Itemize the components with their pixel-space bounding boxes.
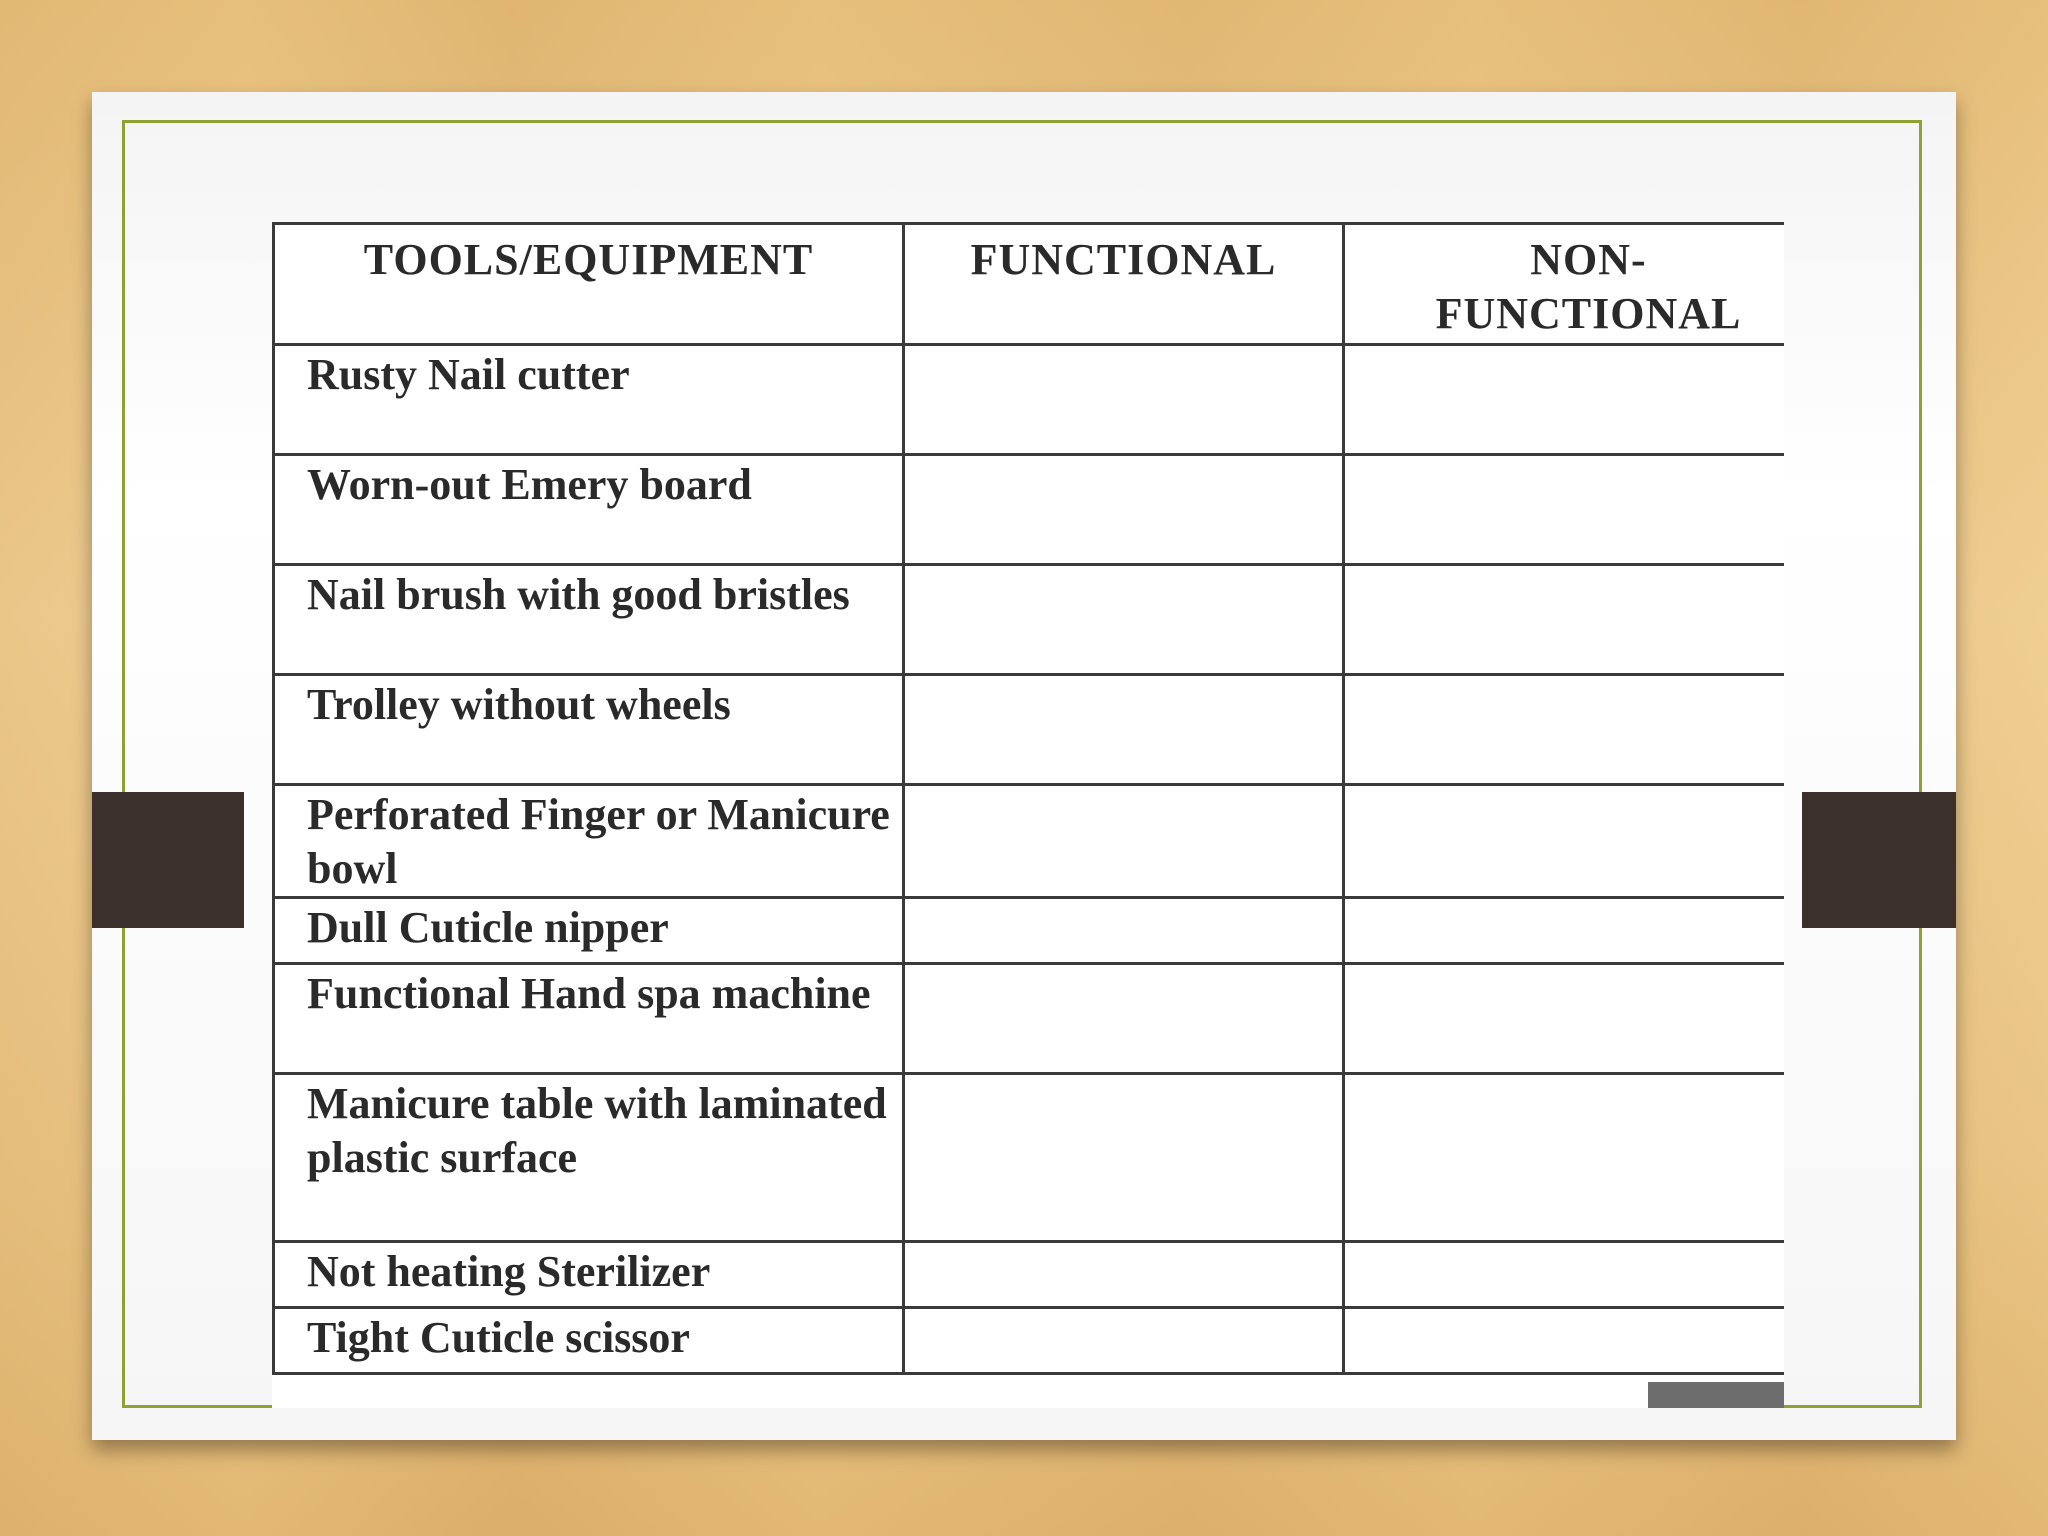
tool-name-cell: Nail brush with good bristles [274,565,904,675]
tool-name-cell: Manicure table with laminated plastic surface [274,1074,904,1242]
right-decorative-tab [1802,792,1956,928]
functional-check-cell[interactable] [904,565,1344,675]
tool-name-cell: Worn-out Emery board [274,455,904,565]
tool-name-cell: Not heating Sterilizer [274,1242,904,1308]
non-functional-check-cell[interactable] [1344,964,1785,1074]
non-functional-check-cell[interactable] [1344,1242,1785,1308]
table-row [274,1074,1785,1242]
non-functional-check-cell[interactable] [1344,898,1785,964]
tools-checklist-table [272,222,1784,1375]
tool-name-cell: Tight Cuticle scissor [274,1308,904,1374]
functional-check-cell[interactable] [904,675,1344,785]
table-row [274,565,1785,675]
functional-check-cell[interactable] [904,1074,1344,1242]
non-functional-check-cell[interactable] [1344,1074,1785,1242]
tool-name-cell: Trolley without wheels [274,675,904,785]
table-header-row [274,224,1785,345]
non-functional-check-cell[interactable] [1344,455,1785,565]
tool-name-cell: Functional Hand spa machine [274,964,904,1074]
header-functional: FUNCTIONAL [904,224,1344,345]
functional-check-cell[interactable] [904,898,1344,964]
left-decorative-tab [92,792,244,928]
tool-name-cell: Dull Cuticle nipper [274,898,904,964]
functional-check-cell[interactable] [904,1242,1344,1308]
table-row [274,675,1785,785]
table-row [274,964,1785,1074]
tools-checklist-table-container [272,222,1784,1408]
non-functional-check-cell[interactable] [1344,1308,1785,1374]
tool-name-cell: Perforated Finger or Manicure bowl [274,785,904,898]
watermark-badge [1648,1382,1784,1408]
tool-name-cell: Rusty Nail cutter [274,345,904,455]
non-functional-check-cell[interactable] [1344,345,1785,455]
functional-check-cell[interactable] [904,1308,1344,1374]
non-functional-check-cell[interactable] [1344,675,1785,785]
header-non-functional: NON- FUNCTIONAL [1344,224,1785,345]
table-row [274,1242,1785,1308]
functional-check-cell[interactable] [904,785,1344,898]
table-row [274,1308,1785,1374]
table-row [274,345,1785,455]
table-row [274,785,1785,898]
functional-check-cell[interactable] [904,455,1344,565]
table-body [274,345,1785,1374]
functional-check-cell[interactable] [904,964,1344,1074]
table-row [274,898,1785,964]
header-tools-equipment: TOOLS/EQUIPMENT [274,224,904,345]
non-functional-check-cell[interactable] [1344,785,1785,898]
non-functional-check-cell[interactable] [1344,565,1785,675]
table-row [274,455,1785,565]
functional-check-cell[interactable] [904,345,1344,455]
